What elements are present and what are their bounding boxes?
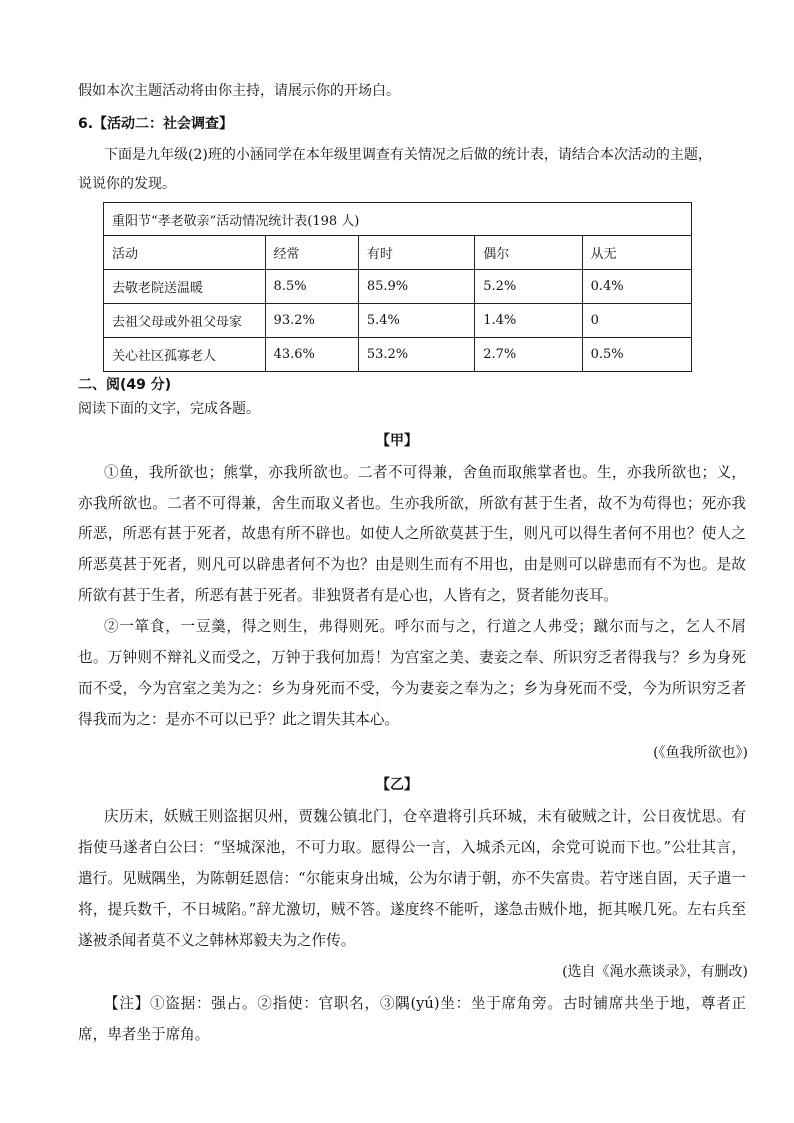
table-cell: 93.2%: [265, 304, 358, 338]
table-row: [104, 304, 692, 338]
passage-jia-line: ②一箪食，一豆羹，得之则生，弗得则死。呼尔而与之，行道之人弗受；蹴尔而与之，乞人不屑: [104, 618, 746, 635]
table-cell: 0: [582, 304, 691, 338]
table-cell: 85.9%: [358, 270, 474, 304]
passage-jia-line: ①鱼，我所欲也；熊掌，亦我所欲也。二者不可得兼，舍鱼而取熊掌者也。生，亦我所欲也；义，: [104, 464, 746, 481]
passage-jia-title: 【甲】: [376, 433, 418, 449]
table-cell: 0.5%: [582, 338, 691, 372]
annotation-line: 【注】①盗据：强占。②指使：官职名，③隅(yú)坐：坐于席角旁。古时铺席共坐于地，尊者正: [104, 995, 746, 1012]
section-2-heading: 二、阅(49 分): [78, 377, 172, 393]
table-cell: 关心社区孤寡老人: [104, 338, 266, 372]
table-cell: 53.2%: [358, 338, 474, 372]
passage-jia-line: 得我而为之：是亦不可以已乎？此之谓失其本心。: [78, 711, 400, 728]
table-header-cell: 偶尔: [475, 236, 582, 270]
question-6-text-line-2: 说说你的发现。: [78, 176, 176, 192]
table-cell: 2.7%: [475, 338, 582, 372]
passage-jia-line: 所欲有甚于生者，所恶有甚于死者。非独贤者有是心也，人皆有之，贤者能勿丧耳。: [78, 587, 618, 604]
passage-yi-line: 遂被杀闻者莫不义之韩林郑毅夫为之作传。: [78, 932, 356, 949]
table-cell: 5.2%: [475, 270, 582, 304]
table-cell: 去敬老院送温暖: [104, 270, 266, 304]
table-row: [104, 338, 692, 372]
passage-yi-line: 将，提兵数千，不日城陷。”辞尤激切，贼不答。遂度终不能听，遂急击贼仆地，扼其喉几死。左右兵至: [78, 901, 746, 918]
passage-jia-line: 所恶，所恶有甚于死者，故患有所不辟也。如使人之所欲莫甚于生，则凡可以得生者何不用也？使人之: [78, 525, 746, 542]
passage-jia-line: 所恶莫甚于死者，则凡可以辟患者何不为也？由是则生而有不用也，由是则可以辟患而有不为也。是故: [78, 556, 746, 573]
statistics-table: [103, 202, 692, 372]
table-cell: 43.6%: [265, 338, 358, 372]
table-header-cell: 经常: [265, 236, 358, 270]
table-row: [104, 270, 692, 304]
passage-jia-source: (《鱼我所欲也》): [653, 745, 748, 761]
table-header-cell: 有时: [358, 236, 474, 270]
table-cell: 1.4%: [475, 304, 582, 338]
table-cell: 5.4%: [358, 304, 474, 338]
annotation-line: 席，卑者坐于席角。: [78, 1026, 210, 1043]
table-cell: 8.5%: [265, 270, 358, 304]
question-6-heading: 6.【活动二：社会调查】: [78, 116, 234, 132]
passage-yi-line: 遣行。见贼隅坐，为陈朝廷恩信：“尔能束身出城，公为尔请于朝，亦不失富贵。若守迷自固，天子遣一: [78, 870, 746, 887]
passage-jia-line: 亦我所欲也。二者不可得兼，舍生而取义者也。生亦我所欲，所欲有甚于生者，故不为苟得也；死亦我: [78, 495, 746, 512]
table-title: 重阳节“孝老敬亲”活动情况统计表(198 人): [104, 203, 692, 236]
table-header-cell: 活动: [104, 236, 266, 270]
table-header-cell: 从无: [582, 236, 691, 270]
passage-yi-line: 指使马遂者白公曰：“坚城深池，不可力取。愿得公一言，入城杀元凶，余党可说而下也。”公壮其言，: [78, 839, 746, 856]
passage-yi-source: (选自《渑水燕谈录》，有删改): [562, 964, 748, 980]
passage-yi-title: 【乙】: [376, 777, 418, 793]
table-header-row: [104, 236, 692, 270]
passage-jia-line: 也。万钟则不辩礼义而受之，万钟于我何加焉！为宫室之美、妻妾之奉、所识穷乏者得我与？乡为身死: [78, 649, 746, 666]
intro-line: 假如本次主题活动将由你主持，请展示你的开场白。: [78, 83, 400, 99]
passage-jia-line: 而不受，今为宫室之美为之：乡为身死而不受，今为妻妾之奉为之；乡为身死而不受，今为所识穷乏者: [78, 680, 746, 697]
question-6-text-line-1: 下面是九年级(2)班的小涵同学在本年级里调查有关情况之后做的统计表，请结合本次活动的主题，: [104, 147, 712, 163]
table-cell: 去祖父母或外祖父母家: [104, 304, 266, 338]
section-2-instruction: 阅读下面的文字，完成各题。: [78, 401, 260, 417]
passage-yi-line: 庆历末，妖贼王则盗据贝州，贾魏公镇北门，仓卒遣将引兵环城，未有破贼之计，公日夜忧思。有: [104, 808, 746, 825]
table-cell: 0.4%: [582, 270, 691, 304]
